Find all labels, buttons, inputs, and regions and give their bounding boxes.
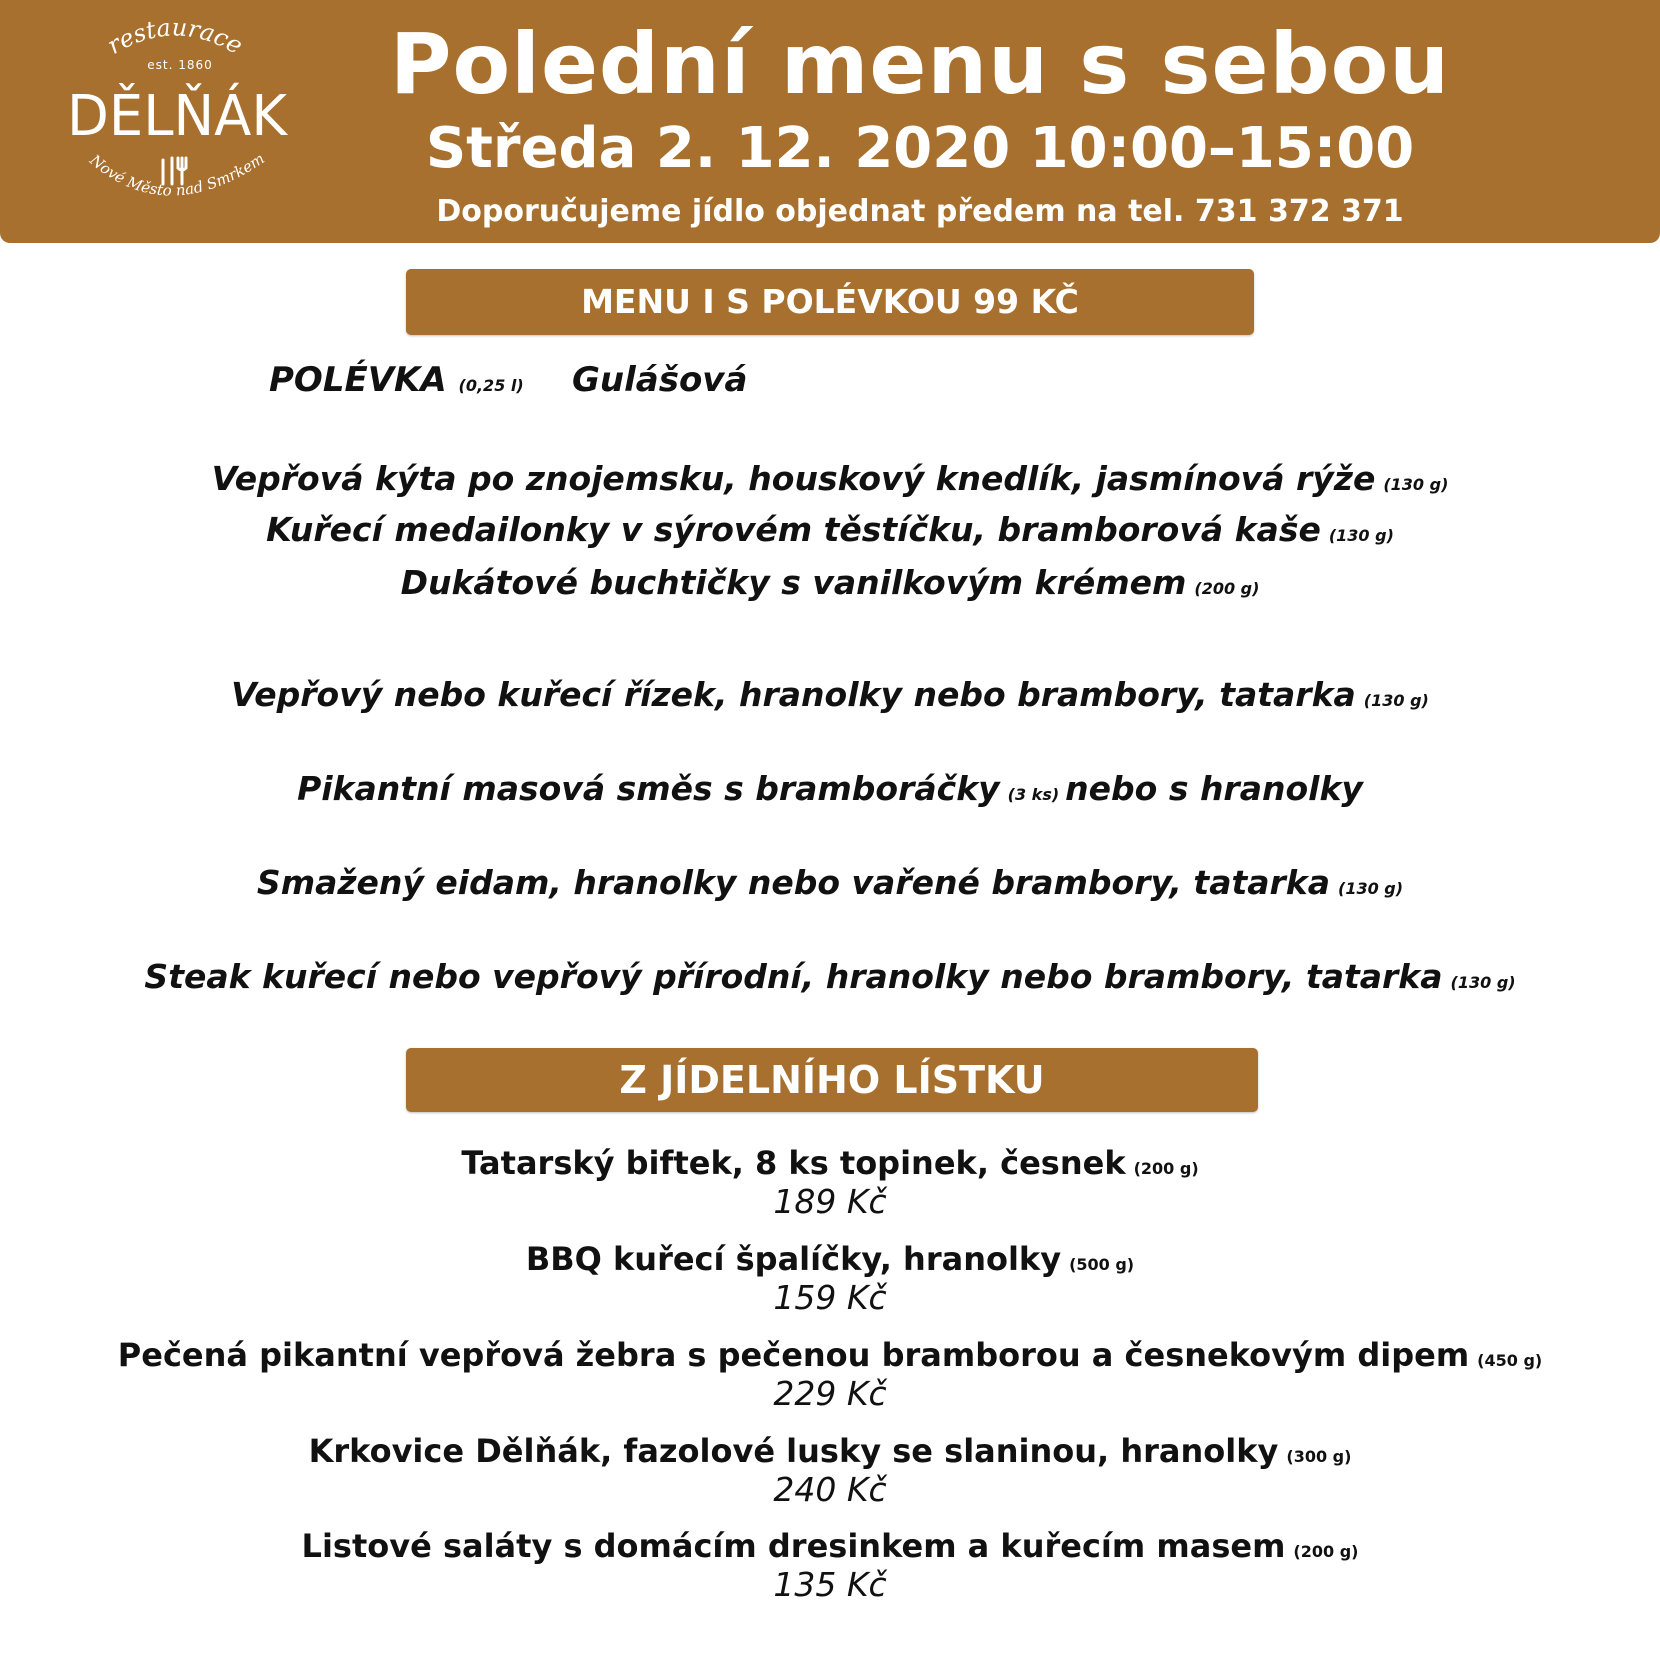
restaurant-logo (55, 8, 295, 218)
page-title: Polední menu s sebou (389, 15, 1451, 113)
dish-weight: (130 g) (1363, 691, 1429, 710)
dish-name: Kuřecí medailonky v sýrovém těstíčku, bramborová kaše (266, 510, 1321, 549)
cutlery-icon (163, 158, 186, 184)
item-price: 240 Kč (773, 1470, 887, 1509)
item-name: Tatarský biftek, 8 ks topinek, česnek (461, 1144, 1126, 1182)
phone-note: Doporučujeme jídlo objednat předem na tel. 731 372 371 (436, 194, 1404, 229)
menu-dish (0, 561, 1660, 611)
dish-weight: (130 g) (1338, 879, 1404, 898)
dish-weight: (200 g) (1194, 579, 1260, 598)
logo-graphic (55, 8, 295, 218)
dish-name: Dukátové buchtičky s vanilkovým krémem (400, 563, 1187, 602)
dish-weight: (130 g) (1383, 475, 1449, 494)
menu-dish (0, 508, 1660, 558)
dish-name-suffix: nebo s hranolky (1065, 769, 1363, 808)
item-name: Pečená pikantní vepřová žebra s pečenou bramborou a česnekovým dipem (117, 1336, 1470, 1374)
dish-name: Pikantní masová směs s bramboráčky (297, 769, 1000, 808)
item-weight: (500 g) (1069, 1255, 1135, 1274)
header-banner (0, 0, 1660, 243)
alacarte-section-title: Z JÍDELNÍHO LÍSTKU (406, 1048, 1258, 1112)
dish-name: Smažený eidam, hranolky nebo vařené brambory, tatarka (256, 863, 1331, 902)
dish-quantity: (3 ks) (1007, 785, 1060, 804)
logo-town: Nové Město nad Smrkem (86, 149, 268, 200)
item-price: 159 Kč (773, 1278, 887, 1317)
item-price: 189 Kč (773, 1182, 887, 1221)
soup-volume: (0,25 l) (458, 376, 524, 395)
soup-label: POLÉVKA (269, 360, 447, 400)
logo-arc-text: restaurace (102, 13, 248, 60)
date-time-line: Středa 2. 12. 2020 10:00–15:00 (425, 116, 1415, 181)
item-price: 229 Kč (773, 1374, 887, 1413)
item-weight: (300 g) (1286, 1447, 1352, 1466)
item-weight: (200 g) (1133, 1159, 1199, 1178)
dish-weight: (130 g) (1328, 526, 1394, 545)
soup-line (269, 358, 748, 408)
item-weight: (450 g) (1477, 1351, 1543, 1370)
dish-name: Vepřová kýta po znojemsku, houskový knedlík, jasmínová rýže (211, 459, 1376, 498)
menu-dish (0, 767, 1660, 817)
dish-name: Steak kuřecí nebo vepřový přírodní, hranolky nebo brambory, tatarka (144, 957, 1443, 996)
logo-name: DĚLŇÁK (67, 84, 289, 149)
item-weight: (200 g) (1293, 1542, 1359, 1561)
dish-name: Vepřový nebo kuřecí řízek, hranolky nebo brambory, tatarka (231, 675, 1356, 714)
menu-section-title: MENU I S POLÉVKOU 99 KČ (406, 269, 1254, 335)
menu-dish (0, 955, 1660, 1005)
menu-dish (0, 457, 1660, 507)
dish-weight: (130 g) (1450, 973, 1516, 992)
item-name: Listové saláty s domácím dresinkem a kuřecím masem (301, 1527, 1286, 1565)
logo-est: est. 1860 (147, 58, 213, 72)
soup-name: Gulášová (572, 360, 748, 400)
item-name: BBQ kuřecí špalíčky, hranolky (525, 1240, 1062, 1278)
item-name: Krkovice Dělňák, fazolové lusky se slaninou, hranolky (308, 1432, 1279, 1470)
menu-dish (0, 861, 1660, 911)
item-price: 135 Kč (773, 1565, 887, 1604)
menu-dish (0, 673, 1660, 723)
